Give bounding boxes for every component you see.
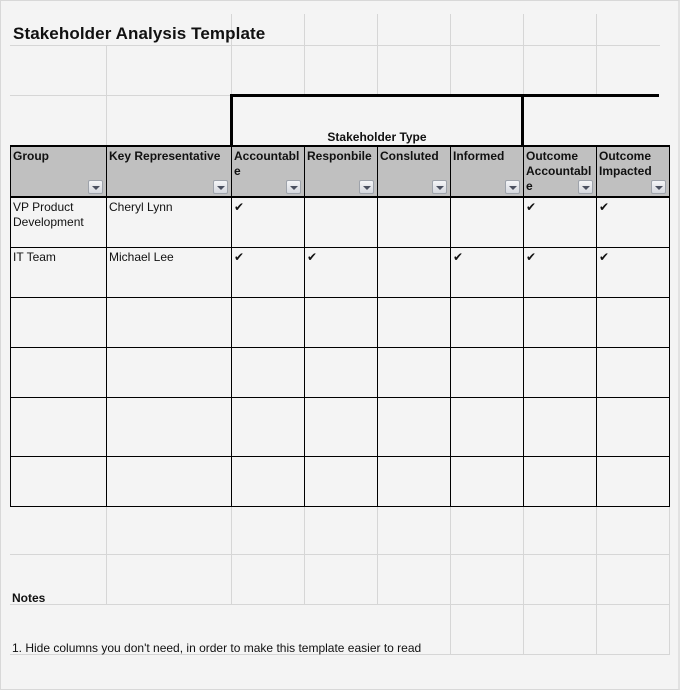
filter-dropdown-icon[interactable] bbox=[213, 180, 228, 194]
gridline bbox=[523, 14, 524, 94]
cell-group[interactable] bbox=[11, 347, 107, 397]
checkmark-icon[interactable]: ✔ bbox=[232, 247, 305, 297]
filter-dropdown-icon[interactable] bbox=[88, 180, 103, 194]
column-header-outcome-impacted[interactable] bbox=[597, 146, 670, 197]
cell-group[interactable]: VP Product Development bbox=[11, 197, 107, 247]
cell-rep[interactable] bbox=[107, 397, 232, 456]
cell-group[interactable] bbox=[11, 397, 107, 456]
cell-consulted[interactable] bbox=[378, 456, 451, 506]
cell-responsible[interactable] bbox=[305, 397, 378, 456]
cell-informed[interactable] bbox=[451, 456, 524, 506]
gridline bbox=[377, 14, 378, 94]
column-label: Outcome Accountabl e bbox=[526, 149, 592, 193]
filter-dropdown-icon[interactable] bbox=[651, 180, 666, 194]
column-label: Responbile bbox=[307, 149, 372, 163]
gridline bbox=[304, 14, 305, 94]
gridline bbox=[231, 504, 232, 604]
outcome-group-box bbox=[521, 94, 659, 146]
column-header-key-representative[interactable] bbox=[107, 146, 232, 197]
filter-dropdown-icon[interactable] bbox=[432, 180, 447, 194]
checkmark-icon[interactable]: ✔ bbox=[232, 197, 305, 247]
column-header-consulted[interactable] bbox=[378, 146, 451, 197]
column-label: Consluted bbox=[380, 149, 439, 163]
gridline bbox=[10, 554, 670, 555]
cell-consulted[interactable] bbox=[378, 397, 451, 456]
column-label: Accountabl e bbox=[234, 149, 300, 178]
cell-accountable[interactable] bbox=[232, 397, 305, 456]
stakeholder-type-header: Stakeholder Type bbox=[327, 130, 427, 144]
checkmark-icon[interactable]: ✔ bbox=[597, 247, 670, 297]
checkmark-icon[interactable]: ✔ bbox=[305, 247, 378, 297]
checkmark-icon[interactable]: ✔ bbox=[597, 197, 670, 247]
cell-outcome-accountable[interactable] bbox=[524, 347, 597, 397]
cell-consulted[interactable] bbox=[378, 247, 451, 297]
column-header-accountable[interactable] bbox=[232, 146, 305, 197]
header-row bbox=[11, 146, 670, 197]
gridline bbox=[106, 45, 107, 95]
table-row bbox=[11, 247, 670, 297]
gridline bbox=[10, 45, 660, 46]
cell-consulted[interactable] bbox=[378, 347, 451, 397]
column-label: Outcome Impacted bbox=[599, 149, 652, 178]
cell-informed[interactable] bbox=[451, 297, 524, 347]
cell-responsible[interactable] bbox=[305, 297, 378, 347]
column-label: Informed bbox=[453, 149, 505, 163]
table-row bbox=[11, 197, 670, 247]
table-row bbox=[11, 456, 670, 506]
cell-accountable[interactable] bbox=[232, 347, 305, 397]
cell-outcome-impacted[interactable] bbox=[597, 456, 670, 506]
page-title: Stakeholder Analysis Template bbox=[13, 24, 266, 43]
gridline bbox=[10, 95, 230, 96]
cell-rep[interactable] bbox=[107, 456, 232, 506]
cell-responsible[interactable] bbox=[305, 197, 378, 247]
cell-informed[interactable] bbox=[451, 197, 524, 247]
table-row bbox=[11, 297, 670, 347]
cell-informed[interactable] bbox=[451, 397, 524, 456]
gridline bbox=[596, 14, 597, 94]
checkmark-icon[interactable]: ✔ bbox=[524, 247, 597, 297]
cell-accountable[interactable] bbox=[232, 297, 305, 347]
cell-outcome-accountable[interactable] bbox=[524, 397, 597, 456]
cell-informed[interactable] bbox=[451, 347, 524, 397]
cell-rep[interactable]: Michael Lee bbox=[107, 247, 232, 297]
gridline bbox=[596, 504, 597, 654]
cell-outcome-impacted[interactable] bbox=[597, 347, 670, 397]
column-label: Key Representative bbox=[109, 149, 221, 163]
cell-outcome-accountable[interactable] bbox=[524, 456, 597, 506]
column-header-outcome-accountable[interactable] bbox=[524, 146, 597, 197]
cell-rep[interactable] bbox=[107, 297, 232, 347]
gridline bbox=[304, 504, 305, 604]
cell-rep[interactable]: Cheryl Lynn bbox=[107, 197, 232, 247]
column-header-informed[interactable] bbox=[451, 146, 524, 197]
table-row bbox=[11, 347, 670, 397]
notes-heading: Notes bbox=[12, 591, 46, 605]
cell-rep[interactable] bbox=[107, 347, 232, 397]
column-header-group[interactable] bbox=[11, 146, 107, 197]
gridline bbox=[669, 504, 670, 654]
stakeholder-table bbox=[10, 145, 670, 507]
filter-dropdown-icon[interactable] bbox=[578, 180, 593, 194]
cell-consulted[interactable] bbox=[378, 197, 451, 247]
filter-dropdown-icon[interactable] bbox=[359, 180, 374, 194]
gridline bbox=[450, 504, 451, 654]
table-row bbox=[11, 397, 670, 456]
gridline bbox=[377, 504, 378, 604]
gridline bbox=[10, 604, 670, 605]
cell-outcome-accountable[interactable] bbox=[524, 297, 597, 347]
cell-responsible[interactable] bbox=[305, 456, 378, 506]
cell-responsible[interactable] bbox=[305, 347, 378, 397]
cell-group[interactable] bbox=[11, 456, 107, 506]
cell-consulted[interactable] bbox=[378, 297, 451, 347]
filter-dropdown-icon[interactable] bbox=[286, 180, 301, 194]
gridline bbox=[450, 14, 451, 94]
cell-outcome-impacted[interactable] bbox=[597, 297, 670, 347]
filter-dropdown-icon[interactable] bbox=[505, 180, 520, 194]
cell-accountable[interactable] bbox=[232, 456, 305, 506]
column-label: Group bbox=[13, 149, 49, 163]
checkmark-icon[interactable]: ✔ bbox=[524, 197, 597, 247]
note-item: 1. Hide columns you don't need, in order to make this template easier to read bbox=[12, 641, 422, 655]
gridline bbox=[106, 95, 107, 145]
cell-outcome-impacted[interactable] bbox=[597, 397, 670, 456]
column-header-responsible[interactable] bbox=[305, 146, 378, 197]
cell-group[interactable] bbox=[11, 297, 107, 347]
gridline bbox=[523, 504, 524, 654]
cell-group[interactable]: IT Team bbox=[11, 247, 107, 297]
gridline bbox=[106, 504, 107, 604]
checkmark-icon[interactable]: ✔ bbox=[451, 247, 524, 297]
